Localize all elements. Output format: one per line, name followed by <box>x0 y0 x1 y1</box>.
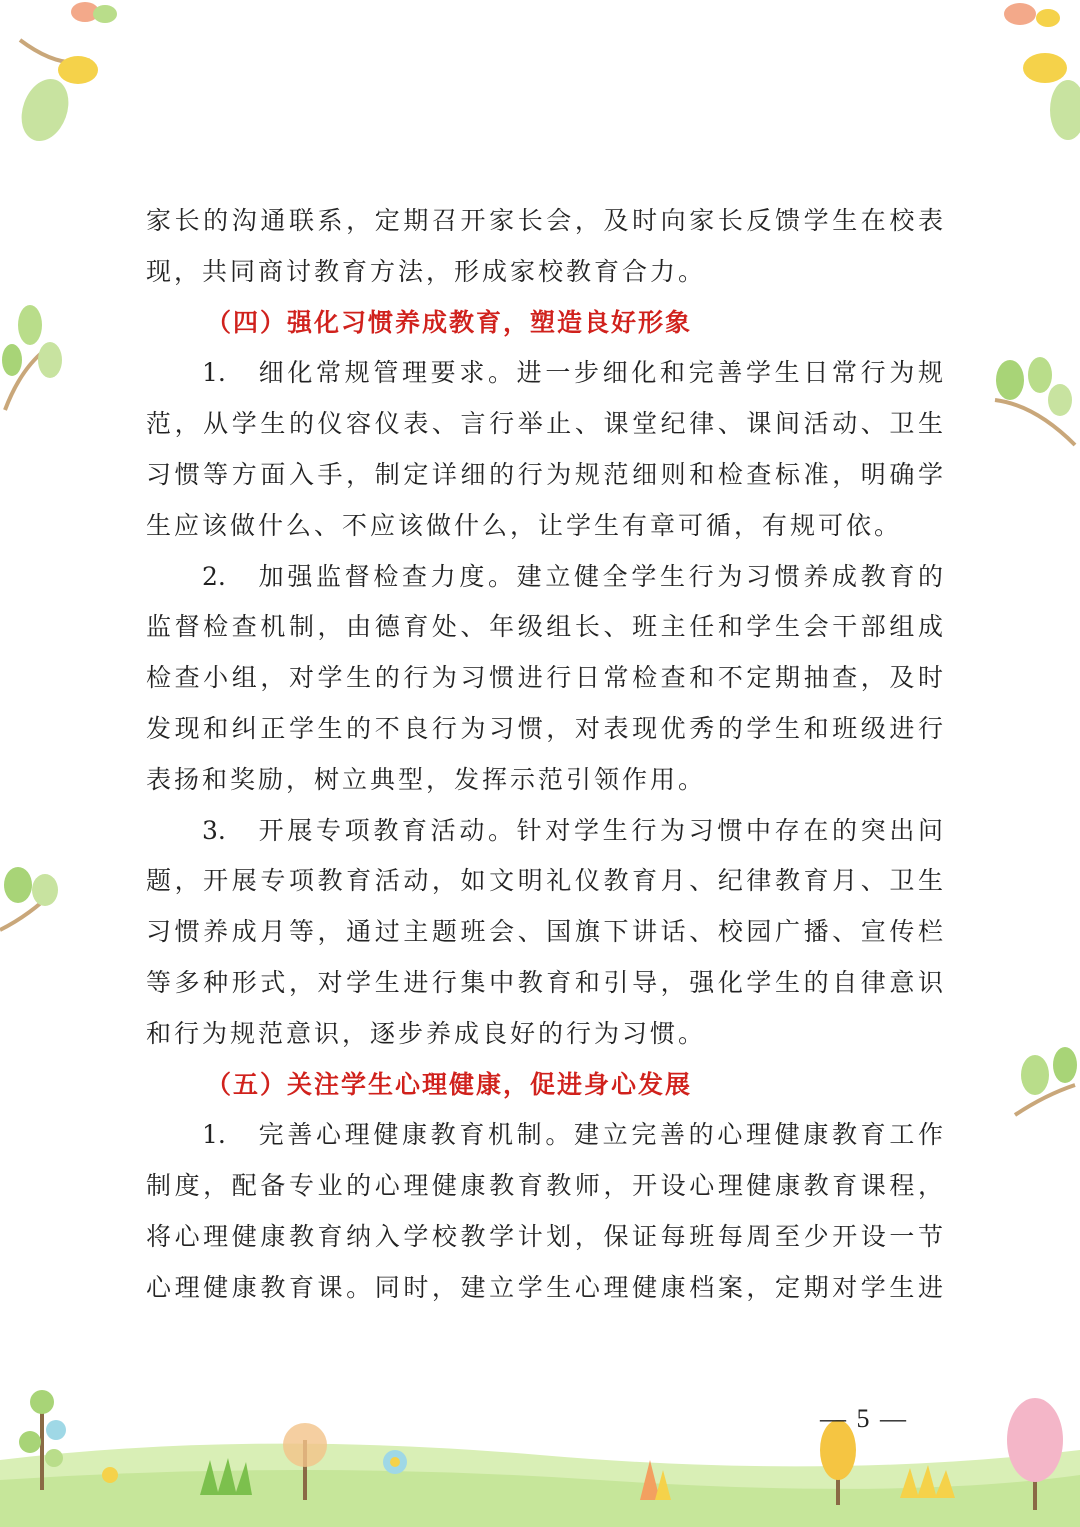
list-item-line <box>146 806 946 857</box>
leaf-branch-decoration-top-left <box>0 0 130 150</box>
item-number: 1. <box>202 1120 226 1150</box>
paragraph-line: 制度，配备专业的心理健康教育教师，开设心理健康教育课程， <box>146 1171 946 1201</box>
paragraph-line: 题，开展专项教育活动，如文明礼仪教育月、纪律教育月、卫生 <box>146 866 946 896</box>
leaf-branch-decoration-right-upper <box>985 355 1080 455</box>
section-heading: （五）关注学生心理健康，促进身心发展 <box>206 1069 693 1099</box>
item-text: 完善心理健康教育机制。建立完善的心理健康教育工作 <box>258 1120 946 1150</box>
paragraph-line: 表扬和奖励，树立典型，发挥示范引领作用。 <box>146 764 707 794</box>
paragraph-line: 等多种形式，对学生进行集中教育和引导，强化学生的自律意识 <box>146 967 946 997</box>
paragraph-line: 和行为规范意识，逐步养成良好的行为习惯。 <box>146 1018 707 1048</box>
paragraph-line: 检查小组，对学生的行为习惯进行日常检查和不定期抽查，及时 <box>146 663 946 693</box>
item-text: 加强监督检查力度。建立健全学生行为习惯养成教育的 <box>258 561 946 591</box>
paragraph-line: 习惯养成月等，通过主题班会、国旗下讲话、校园广播、宣传栏 <box>146 917 946 947</box>
paragraph-line: 范，从学生的仪容仪表、言行举止、课堂纪律、课间活动、卫生 <box>146 409 946 439</box>
paragraph-line: 监督检查机制，由德育处、年级组长、班主任和学生会干部组成 <box>146 612 946 642</box>
item-text: 开展专项教育活动。针对学生行为习惯中存在的突出问 <box>258 815 946 845</box>
list-item-line <box>146 348 946 399</box>
item-number: 3. <box>202 815 226 845</box>
item-number: 2. <box>202 561 226 591</box>
item-text: 细化常规管理要求。进一步细化和完善学生日常行为规 <box>258 358 946 388</box>
paragraph-line: 生应该做什么、不应该做什么，让学生有章可循，有规可依。 <box>146 510 903 540</box>
paragraph-line: 心理健康教育课。同时，建立学生心理健康档案，定期对学生进 <box>146 1272 946 1302</box>
paragraph-line: 现，共同商讨教育方法，形成家校教育合力。 <box>146 256 707 286</box>
item-number: 1. <box>202 358 226 388</box>
paragraph-line: 发现和纠正学生的不良行为习惯，对表现优秀的学生和班级进行 <box>146 713 946 743</box>
leaf-branch-decoration-left-upper <box>0 300 70 420</box>
leaf-branch-decoration-top-right <box>990 0 1080 150</box>
meadow-trees-decoration-bottom <box>0 1380 1080 1527</box>
paragraph-line: 家长的沟通联系，定期召开家长会，及时向家长反馈学生在校表 <box>146 206 946 235</box>
leaf-branch-decoration-left-lower <box>0 860 70 940</box>
leaf-branch-decoration-right-lower <box>1005 1045 1080 1125</box>
paragraph-line: 将心理健康教育纳入学校教学计划，保证每班每周至少开设一节 <box>146 1221 946 1251</box>
page-number: — 5 — <box>820 1404 908 1433</box>
document-body <box>146 196 946 1314</box>
list-item-line <box>146 552 946 603</box>
list-item-line <box>146 1110 946 1161</box>
paragraph-line: 习惯等方面入手，制定详细的行为规范细则和检查标准，明确学 <box>146 459 946 489</box>
section-heading: （四）强化习惯养成教育，塑造良好形象 <box>206 307 693 337</box>
